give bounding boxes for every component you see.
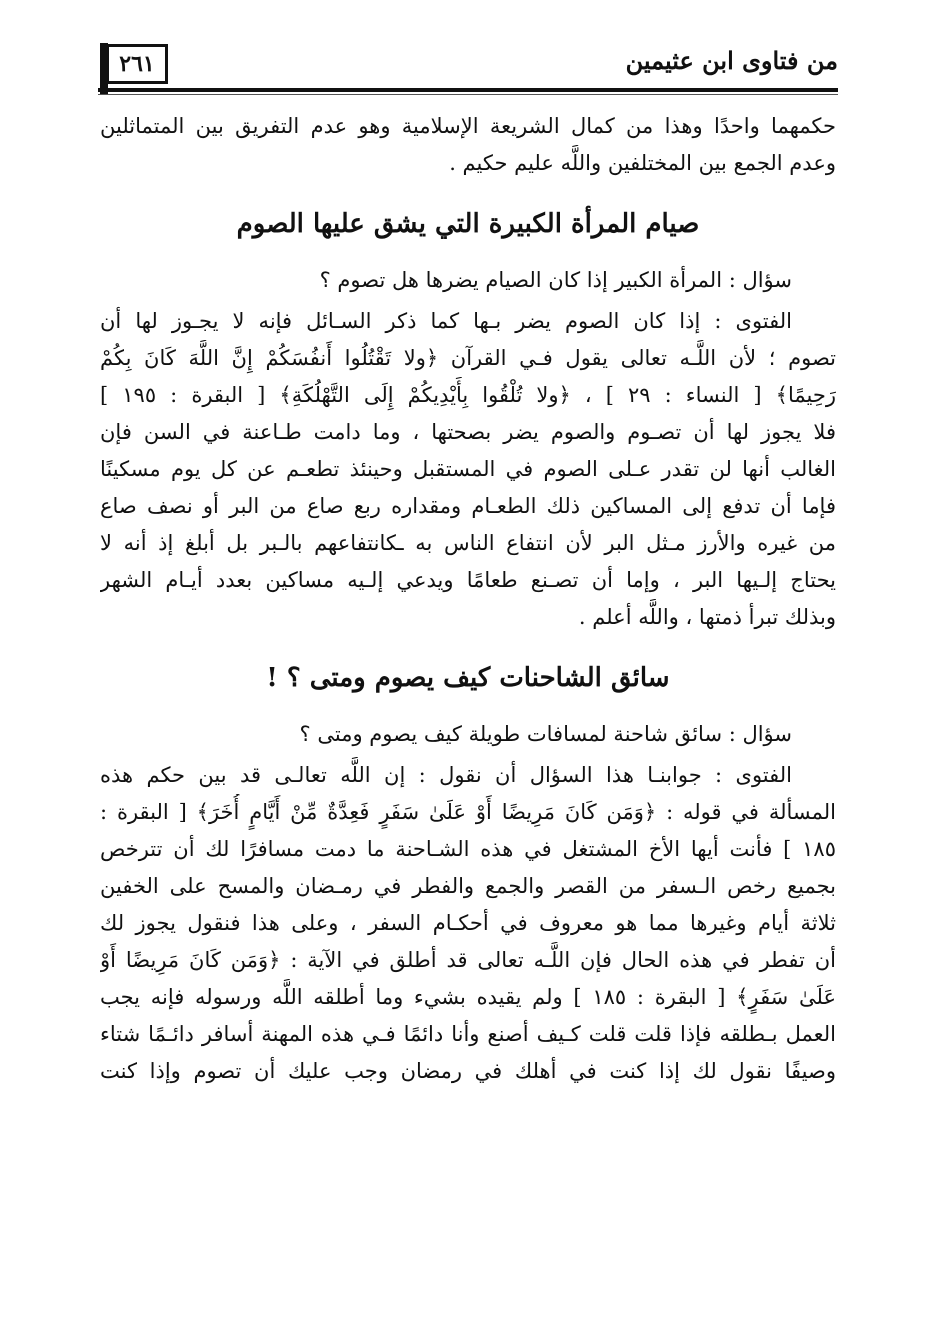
answer-line: تصوم ؛ لأن اللَّـه تعالى يقول فـي القرآن ﴿ولا تَقْتُلُوا أَنفُسَكُمْ إِنَّ اللَّهَ كَانَ بِكُمْ <box>100 346 836 370</box>
answer-line: فلا يجوز لها أن تصـوم والصوم يضر بصحتها ، وما دامت طـاعنة في السن فإن <box>100 420 836 444</box>
answer-line: الفتوى : جوابنـا هذا السؤال أن نقول : إن اللَّه تعالـى قد بين حكم هذه <box>100 763 792 787</box>
answer-line: رَحِيمًا﴾ [ النساء : ٢٩ ] ، ﴿ولا تُلْقُوا بِأَيْدِيكُمْ إِلَى التَّهْلُكَةِ﴾ [ البقرة : ١٩٥ ] <box>100 383 836 407</box>
answer-line: وصيفًا نقول لك إذا كنت في أهلك في رمضان وجب عليك أن تصوم وإذا كنت <box>100 1059 836 1083</box>
answer-line: فإما أن تدفع إلى المساكين ذلك الطعـام ومقداره ربع صاع من البر أو نصف صاع <box>100 494 836 518</box>
intro-line: حكمهما واحدًا وهذا من كمال الشريعة الإسلامية وهو عدم التفريق بين المتماثلين <box>100 114 836 138</box>
answer-line: عَلَىٰ سَفَرٍ﴾ [ البقرة : ١٨٥ ] ولم يقيده بشيء وما أطلقه اللَّه ورسوله فإنه يجب <box>100 985 836 1009</box>
answer-line: ثلاثة أيام وغيرها مما هو معروف في أحكـام السفر ، وعلى هذا فنقول يجوز لك <box>100 911 836 935</box>
page-number: ٢٦١ <box>106 44 168 84</box>
header-rule <box>98 88 838 92</box>
page-header <box>98 38 838 94</box>
answer-line: العمل بـطلقه فإذا قلت قلت كـيف أصنع وأنا دائمًا فـي هذه المهنة أسافر دائـمًا شتاء <box>100 1022 836 1046</box>
answer-line: الغالب أنها لن تقدر عـلى الصوم في المستقبل وحينئذ تطعـم عن كل يوم مسكينًا <box>100 457 836 481</box>
header-rule-thin <box>98 94 838 95</box>
section-title: سائق الشاحنات كيف يصوم ومتى ؟ ! <box>266 663 670 693</box>
question-text: سؤال : المرأة الكبير إذا كان الصيام يضرها هل تصوم ؟ <box>319 268 792 292</box>
intro-line: وعدم الجمع بين المختلفين واللَّه عليم حكيم . <box>449 151 836 175</box>
section-title: صيام المرأة الكبيرة التي يشق عليها الصوم <box>236 209 700 239</box>
question-text: سؤال : سائق شاحنة لمسافات طويلة كيف يصوم ومتى ؟ <box>299 722 792 746</box>
answer-line: يحتاج إلـيها البر ، وإما أن تصـنع طعامًا ويدعي إلـيه مساكين بعدد أيـام الشهر <box>100 568 836 592</box>
answer-line: من غيره والأرز مـثل البر لأن انتفاع الناس به ـكانتفاعهم بالـبر بل أبلغ إذ أنه لا <box>100 531 836 555</box>
answer-line: أن تفطر في هذه الحال فإن اللَّـه تعالى قد أطلق في الآية : ﴿وَمَن كَانَ مَرِيضًا أَوْ <box>100 948 836 972</box>
running-title: من فتاوى ابن عثيمين <box>625 46 838 75</box>
answer-line: وبذلك تبرأ ذمتها ، واللَّه أعلم . <box>578 605 836 629</box>
answer-line: الفتوى : إذا كان الصوم يضر بـها كما ذكر السـائل فإنه لا يجـوز لها أن <box>100 309 792 333</box>
answer-line: ١٨٥ ] فأنت أيها الأخ المشتغل في هذه الشـاحنة ما دمت مسافرًا لك أن تترخص <box>100 837 836 861</box>
answer-line: بجميع رخص الـسفر من القصر والجمع والفطر في رمـضان والمسح على الخفين <box>100 874 836 898</box>
answer-line: المسألة في قوله : ﴿وَمَن كَانَ مَرِيضًا أَوْ عَلَىٰ سَفَرٍ فَعِدَّةٌ مِّنْ أَيَّامٍ أُخَرَ﴾ [ البقرة : <box>100 800 836 824</box>
page-body <box>100 108 836 1090</box>
